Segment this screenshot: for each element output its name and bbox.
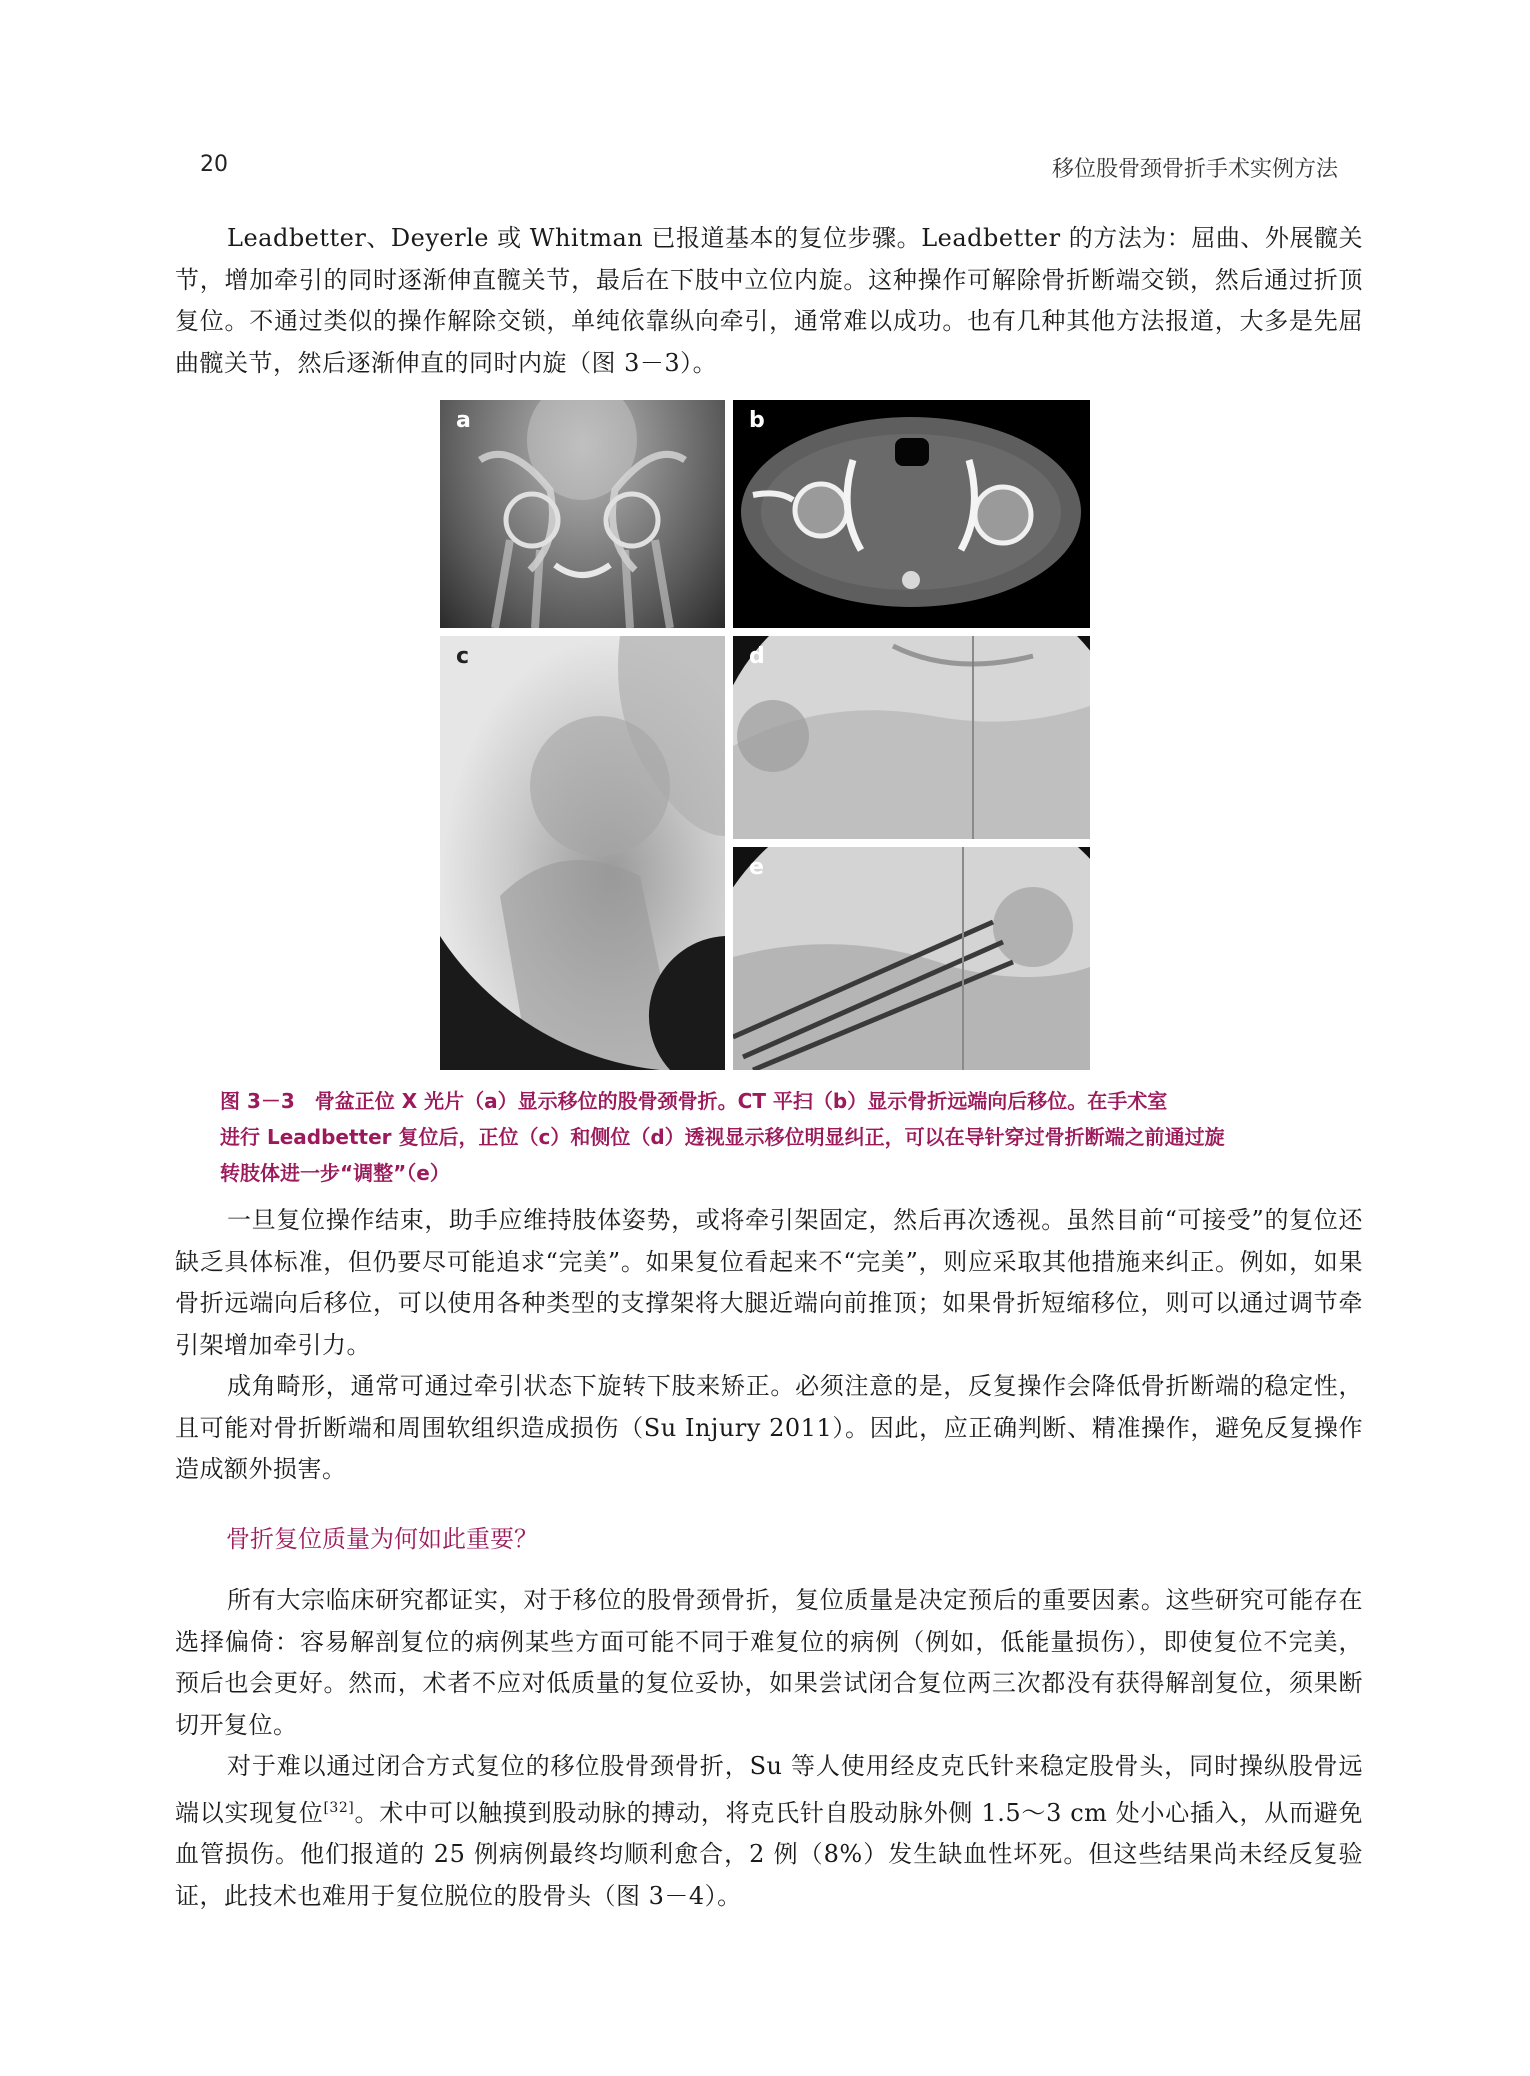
panel-label-d: d — [749, 644, 765, 669]
panel-label-c: c — [456, 644, 470, 669]
guide-wire-fluoroscopy-image — [733, 847, 1090, 1070]
figure-3-3 — [440, 400, 1090, 1070]
figure-caption — [220, 1083, 1320, 1191]
page-number: 20 — [200, 152, 228, 177]
paragraph: 一旦复位操作结束，助手应维持肢体姿势，或将牵引架固定，然后再次透视。虽然目前“可接受”的复位还缺乏具体标准，但仍要尽可能追求“完美”。如果复位看起来不“完美”，则应采取其他措施来纠正。例如，如果骨折远端向后移位，可以使用各种类型的支撑架将大腿近端向前推顶；如果骨折短缩移位，则可以通过调节牵引架增加牵引力。 — [175, 1206, 1363, 1359]
paragraph: 成角畸形，通常可通过牵引状态下旋转下肢来矫正。必须注意的是，反复操作会降低骨折断端的稳定性，且可能对骨折断端和周围软组织造成损伤（Su Injury 2011）。因此，应正确判断、精准操作，避免反复操作造成额外损害。 — [175, 1372, 1363, 1483]
xray-pelvis-image — [440, 400, 725, 628]
panel-label-e: e — [749, 855, 764, 880]
caption-line: 进行 Leadbetter 复位后，正位（c）和侧位（d）透视显示移位明显纠正，可以在导针穿过骨折断端之前通过旋 — [220, 1125, 1225, 1149]
quality-text — [175, 1580, 1363, 1917]
citation: [32] — [323, 1799, 355, 1816]
page-header — [200, 152, 1338, 192]
intro-text — [175, 218, 1363, 384]
caption-line: 转肢体进一步“调整”（e） — [220, 1161, 450, 1185]
paragraph: 所有大宗临床研究都证实，对于移位的股骨颈骨折，复位质量是决定预后的重要因素。这些研究可能存在选择偏倚：容易解剖复位的病例某些方面可能不同于难复位的病例（例如，低能量损伤），即使复位不完美，预后也会更好。然而，术者不应对低质量的复位妥协，如果尝试闭合复位两三次都没有获得解剖复位，须果断切开复位。 — [175, 1586, 1363, 1739]
paragraph: Leadbetter、Deyerle 或 Whitman 已报道基本的复位步骤。Leadbetter 的方法为：屈曲、外展髋关节，增加牵引的同时逐渐伸直髋关节，最后在下肢中立位内旋。这种操作可解除骨折断端交锁，然后通过折顶复位。不通过类似的操作解除交锁，单纯依靠纵向牵引，通常难以成功。也有几种其他方法报道，大多是先屈曲髋关节，然后逐渐伸直的同时内旋（图 3－3）。 — [175, 224, 1363, 377]
section-heading: 骨折复位质量为何如此重要？ — [226, 1525, 538, 1553]
paragraph-text: 。术中可以触摸到股动脉的搏动，将克氏针自股动脉外侧 1.5～3 cm 处小心插入，从而避免血管损伤。他们报道的 25 例病例最终均顺利愈合，2 例（8%）发生缺血性坏死。但这些结果尚未经反复验证，此技术也难用于复位脱位的股骨头（图 3－4）。 — [175, 1798, 1363, 1910]
fluoroscopy-ap-image — [440, 636, 725, 1070]
ct-scan-image — [733, 400, 1090, 628]
reduction-text — [175, 1200, 1363, 1491]
running-head: 移位股骨颈骨折手术实例方法 — [1051, 157, 1338, 182]
caption-line: 图 3－3 骨盆正位 X 光片（a）显示移位的股骨颈骨折。CT 平扫（b）显示骨折远端向后移位。在手术室 — [220, 1089, 1168, 1113]
fluoroscopy-lateral-image — [733, 636, 1090, 839]
panel-label-b: b — [749, 408, 765, 433]
paragraph — [175, 1746, 1363, 1917]
panel-label-a: a — [456, 408, 471, 433]
paragraph-text: 对于难以通过闭合方式复位的移位股骨颈骨折，Su 等人使用经皮克氏针来稳定股骨头，同时操纵股骨远端以实现复位 — [175, 1752, 1363, 1827]
